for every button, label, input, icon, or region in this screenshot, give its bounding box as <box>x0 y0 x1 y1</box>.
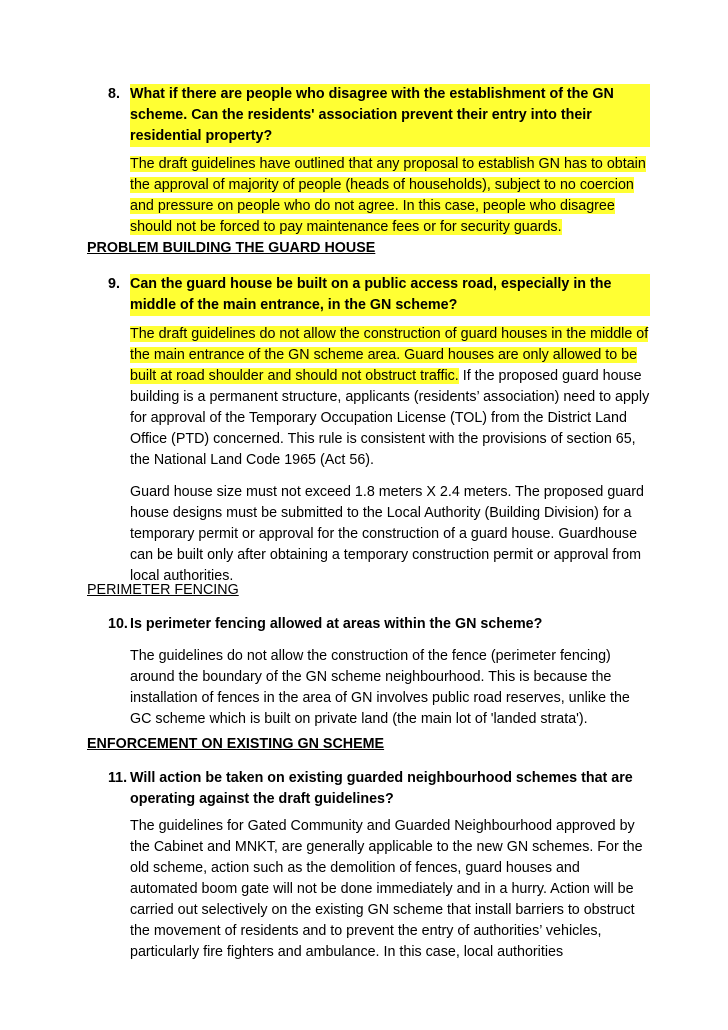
answer-9-rest: If the proposed guard house building is a permanent structure, applicants (residents’ association) need to apply for approval of the Temporary Occupation License (TOL) from the District Land Office (PTD) concerned. This rule is consistent with the provisions of section 65, the National Land Code 1965 (Act 56). <box>130 368 650 468</box>
section-heading-enforcement: ENFORCEMENT ON EXISTING GN SCHEME <box>87 736 385 752</box>
question-text: Can the guard house be built on a public access road, especially in the middle of the main entrance, in the GN scheme? <box>130 274 650 316</box>
question-number: 8. <box>108 86 120 102</box>
question-text: Will action be taken on existing guarded neighbourhood schemes that are operating against the draft guidelines? <box>130 770 633 807</box>
question-number: 9. <box>108 276 120 292</box>
answer-10: The guidelines do not allow the construction of the fence (perimeter fencing) around the boundary of the GN scheme neighbourhood. This is because the installation of fences in the area of GN involves public road reserves, unlike the GC scheme which is built on private land (the main lot of 'landed strata'). <box>130 648 630 727</box>
question-number: 11. <box>108 770 128 786</box>
question-text: Is perimeter fencing allowed at areas within the GN scheme? <box>130 616 543 632</box>
answer-9-highlight: The draft guidelines do not allow the construction of guard houses in the middle of the main entrance of the GN scheme area. Guard houses are only allowed to be built at road shoulder and should not obstruct traffic. <box>130 326 649 384</box>
section-heading-perimeter-fencing: PERIMETER FENCING <box>87 582 239 598</box>
question-number: 10. <box>108 616 128 632</box>
answer-11: The guidelines for Gated Community and Guarded Neighbourhood approved by the Cabinet and MNKT, are generally applicable to the new GN schemes. For the old scheme, action such as the demolition of fences, guard houses and automated boom gate will not be done immediately and in a hurry. Action will be carried out selectively on the existing GN scheme that install barriers to obstruct the movement of residents and to prevent the entry of authorities’ vehicles, particularly fire fighters and ambulance. In this case, local authorities <box>130 818 643 960</box>
answer-8 <box>130 154 650 238</box>
answer-9-para-2: Guard house size must not exceed 1.8 meters X 2.4 meters. The proposed guard house designs must be submitted to the Local Authority (Building Division) for a temporary permit or approval for the construction of a guard house. Guardhouse can be built only after obtaining a temporary construction permit or approval from local authorities. <box>130 484 644 584</box>
answer-8-text: The draft guidelines have outlined that any proposal to establish GN has to obtain the approval of majority of people (heads of households), subject to no coercion and pressure on people who do not agree. In this case, people who disagree should not be forced to pay maintenance fees or for security guards. <box>130 156 646 235</box>
answer-9 <box>130 324 650 471</box>
section-heading-guard-house: PROBLEM BUILDING THE GUARD HOUSE <box>87 240 376 256</box>
question-text: What if there are people who disagree with the establishment of the GN scheme. Can the residents' association prevent their entry into their residential property? <box>130 84 650 147</box>
